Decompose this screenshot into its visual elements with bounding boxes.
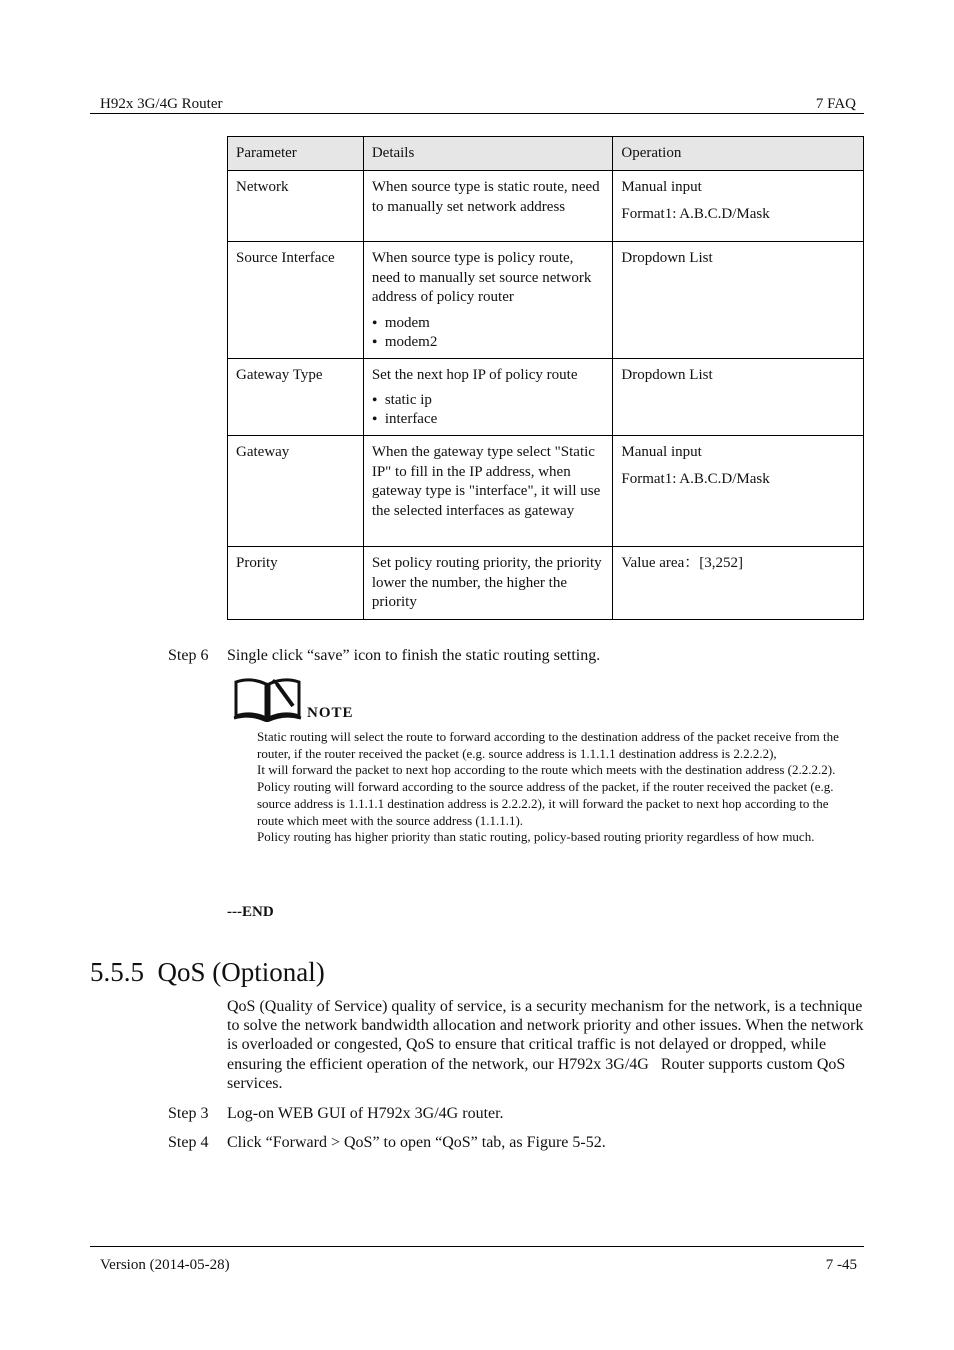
note-line: Static routing will select the route to forward according to the destination address of the packet receive from the router, if the router received the packet (e.g. source address is 1.1.1.1 destination address is 2.2.2.2), — [257, 729, 839, 761]
operation-text: Manual input — [621, 444, 702, 460]
section-paragraph — [227, 997, 867, 1093]
header-title: H92x 3G/4G Router — [100, 96, 223, 112]
note-line: Policy routing will forward according to the source address of the packet, if the router received the packet (e.g. source address is 1.1.1.1 destination address is 2.2.2.2), it will forward the packet to next hop according to the route which meet with the source address (1.1.1.1). — [257, 779, 834, 828]
option-list — [372, 391, 606, 429]
section-title: 5.5.5 QoS (Optional) — [90, 957, 325, 987]
step-text: Single click “save” icon to finish the static routing setting. — [227, 647, 601, 664]
details-text: When source type is static route, need to manually set network address — [371, 179, 600, 215]
details-text: Set policy routing priority, the priority lower the number, the higher the priority — [371, 555, 602, 610]
details-text: Set the next hop IP of policy route — [371, 366, 578, 383]
operation-format: Format1: A.B.C.D/Mask — [621, 470, 770, 487]
parameter-table — [227, 136, 864, 620]
details-cell — [363, 242, 613, 359]
step-label: Step 3 — [168, 1105, 209, 1122]
operation-text: Manual input — [621, 179, 702, 195]
note-block-header — [233, 676, 363, 724]
note-text — [257, 729, 857, 846]
param-cell: Prority — [228, 547, 364, 620]
footer-page-number: 7 -45 — [825, 1257, 857, 1273]
step-6 — [168, 646, 868, 666]
step-label: Step 6 — [168, 647, 209, 664]
operation-text: Value area：[3,252] — [621, 555, 743, 571]
table-row — [228, 547, 864, 620]
footer-version: Version (2014-05-28) — [100, 1257, 230, 1273]
operation-cell — [613, 358, 864, 436]
end-marker: ---END — [227, 904, 274, 920]
operation-text: Dropdown List — [621, 366, 713, 383]
column-header: Details — [363, 137, 613, 171]
note-label: NOTE — [307, 705, 354, 721]
table-row — [228, 358, 864, 436]
header-rule — [90, 113, 864, 114]
note-book-icon — [233, 676, 303, 722]
list-item: • static ip — [372, 391, 606, 410]
table-row — [228, 171, 864, 242]
list-item: • modem — [372, 314, 606, 333]
operation-text: Dropdown List — [621, 250, 713, 266]
param-cell: Source Interface — [228, 242, 364, 359]
note-line: It will forward the packet to next hop according to the route which meets with the destination address (2.2.2.2). — [257, 762, 836, 778]
paragraph-text: QoS (Quality of Service) quality of service, is a security mechanism for the network, is a technique to solve the network bandwidth allocation and network priority and other issues. When the network is overloaded or congested, QoS to ensure that critical traffic is not delayed or dropped, while ensuring the efficient operation of the network, our H792x 3G/4G Router supports custom QoS services. — [227, 998, 868, 1092]
details-cell — [363, 171, 613, 242]
details-text: When the gateway type select "Static IP" to fill in the IP address, when gateway type is "interface", it will use the selected interfaces as gateway — [371, 444, 601, 519]
operation-cell — [613, 171, 864, 242]
param-cell: Gateway — [228, 436, 364, 547]
step-4 — [168, 1133, 868, 1153]
details-cell — [363, 547, 613, 620]
details-text: When source type is policy route, need to manually set source network address of policy router — [371, 250, 592, 305]
header-chapter: 7 FAQ — [815, 96, 856, 112]
column-header: Operation — [613, 137, 864, 171]
column-header: Parameter — [228, 137, 364, 171]
operation-cell — [613, 436, 864, 547]
param-cell: Gateway Type — [228, 358, 364, 436]
details-cell — [363, 358, 613, 436]
operation-cell — [613, 242, 864, 359]
table-row — [228, 242, 864, 359]
step-text: Log-on WEB GUI of H792x 3G/4G router. — [227, 1105, 504, 1122]
step-3 — [168, 1104, 868, 1124]
step-label: Step 4 — [168, 1134, 209, 1151]
table-header-row — [228, 137, 864, 171]
operation-cell — [613, 547, 864, 620]
table-row — [228, 436, 864, 547]
step-text: Click “Forward > QoS” to open “QoS” tab, as Figure 5-52. — [227, 1134, 606, 1151]
operation-format: Format1: A.B.C.D/Mask — [621, 205, 770, 222]
footer-rule — [90, 1246, 864, 1247]
note-line: Policy routing has higher priority than static routing, policy-based routing priority regardless of how much. — [257, 829, 815, 845]
option-list — [372, 314, 606, 352]
param-cell: Network — [228, 171, 364, 242]
list-item: • interface — [372, 410, 606, 429]
details-cell — [363, 436, 613, 547]
list-item: • modem2 — [372, 333, 606, 352]
